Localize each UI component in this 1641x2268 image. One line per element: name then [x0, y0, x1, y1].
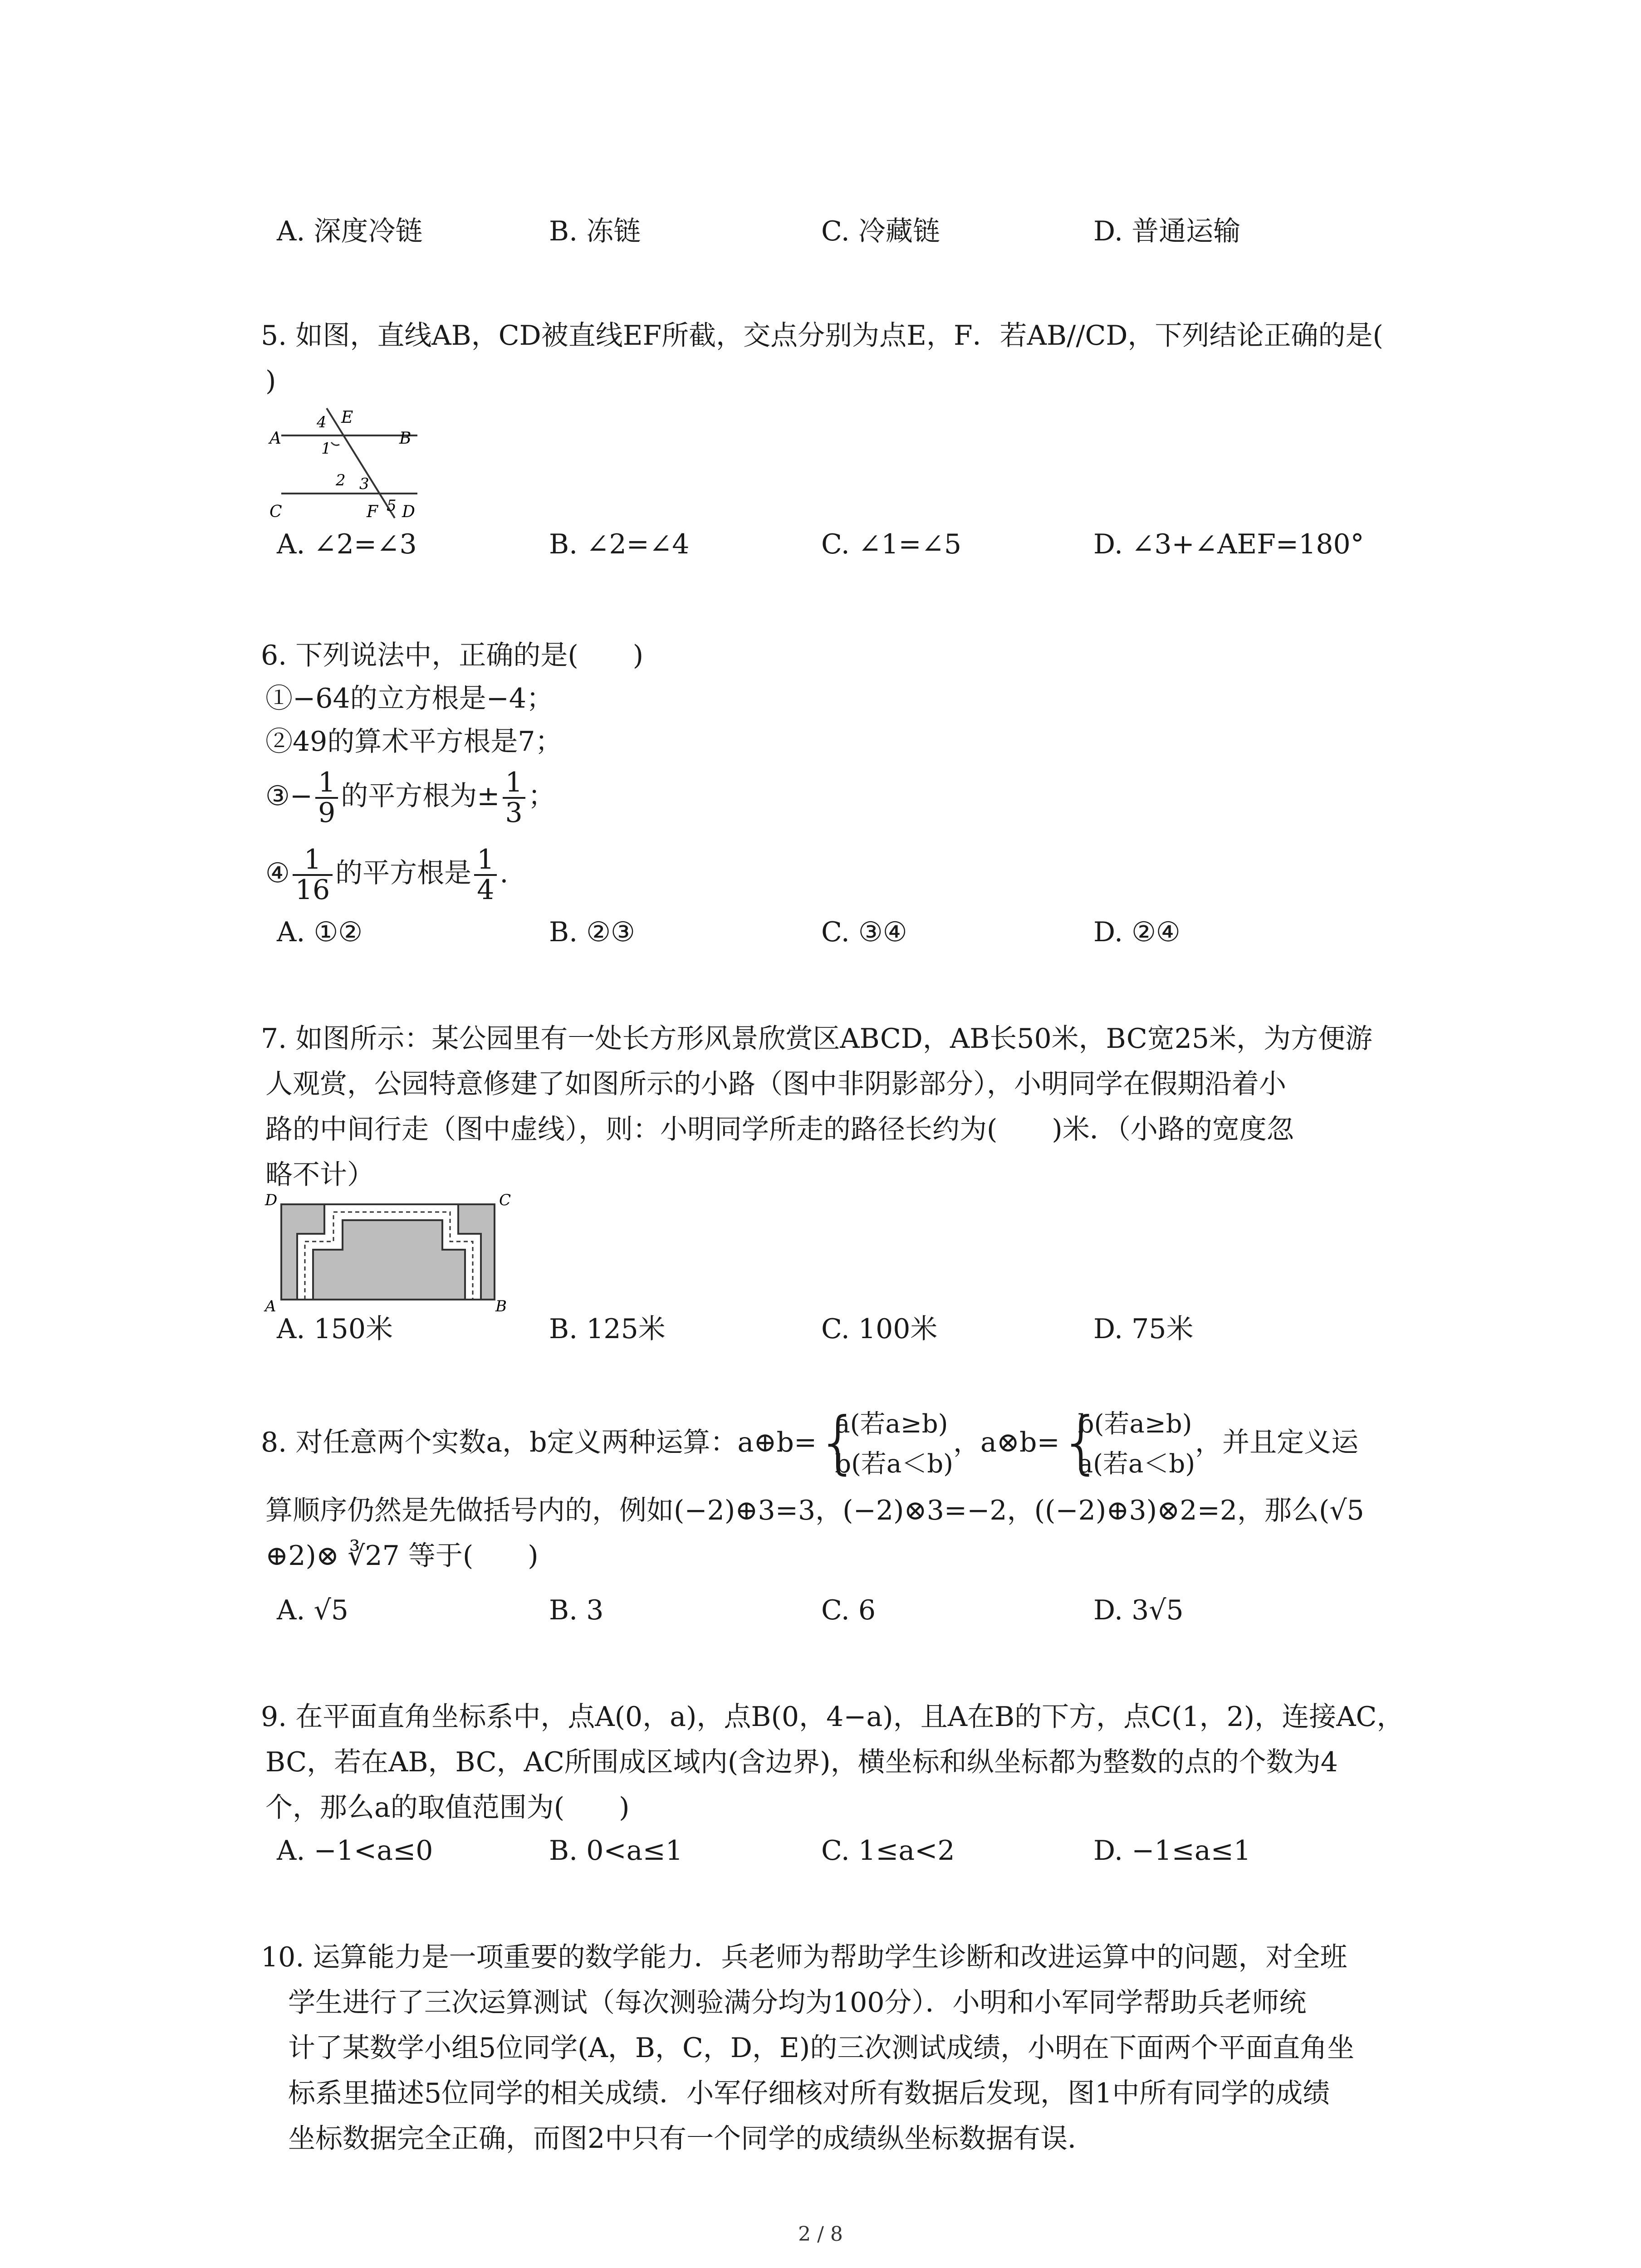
q10-stem-line1: 10. 运算能力是一项重要的数学能力．兵老师为帮助学生诊断和改进运算中的问题，对全班 — [261, 1941, 1347, 1973]
q6-option-d[interactable]: D. ②④ — [1093, 916, 1181, 948]
frac-den: 16 — [295, 874, 330, 906]
q6-option-c[interactable]: C. ③④ — [821, 916, 907, 948]
q8-text-mid: ，a⊗b= — [953, 1427, 1060, 1458]
q5-option-b[interactable]: B. ∠2=∠4 — [549, 528, 690, 560]
q7-option-c[interactable]: C. 100米 — [821, 1313, 938, 1345]
frac-den: 4 — [477, 874, 495, 906]
q8-stem-line1 — [261, 1402, 1358, 1484]
q9-option-b[interactable]: B. 0<a≤1 — [549, 1835, 683, 1867]
case-bottom: b(若a＜b) — [835, 1449, 954, 1479]
case-top: b(若a≥b) — [1078, 1409, 1192, 1439]
q8-case-otimes — [1060, 1404, 1195, 1484]
q5-figure — [263, 399, 436, 522]
q9-stem-line3: 个，那么a的取值范围为( ) — [265, 1792, 630, 1823]
q9-options — [277, 1828, 1502, 1873]
label-1: 1 — [321, 440, 331, 458]
frac-den: 9 — [318, 797, 336, 829]
line-ef — [327, 408, 395, 518]
q6-s4-text: 的平方根是 — [335, 857, 472, 889]
q8-option-b[interactable]: B. 3 — [549, 1594, 604, 1626]
q6-option-b[interactable]: B. ②③ — [549, 916, 635, 948]
q5-option-d[interactable]: D. ∠3+∠AEF=180° — [1093, 528, 1364, 560]
q6-s3-prefix: ③− — [265, 780, 313, 812]
q10-stem-line2: 学生进行了三次运算测试（每次测验满分均为100分）．小明和小军同学帮助兵老师统 — [288, 1987, 1307, 2019]
q6-s3-end: ； — [528, 780, 555, 812]
label-a: A — [269, 429, 281, 448]
q8-option-a[interactable]: A. √5 — [277, 1594, 348, 1626]
label-c: C — [269, 503, 282, 521]
fraction-one-ninth — [315, 768, 338, 827]
q5-option-a[interactable]: A. ∠2=∠3 — [277, 528, 417, 560]
q4-option-c[interactable]: C. 冷藏链 — [821, 215, 940, 247]
q9-option-a[interactable]: A. −1<a≤0 — [277, 1835, 433, 1867]
q7-option-a[interactable]: A. 150米 — [277, 1313, 393, 1345]
q8-stem-line3: ⊕2)⊗ ∛27 等于( ) — [265, 1540, 539, 1572]
q9-option-c[interactable]: C. 1≤a<2 — [821, 1835, 955, 1867]
label-f: F — [367, 503, 378, 521]
q4-option-b[interactable]: B. 冻链 — [549, 215, 641, 247]
q8-text-pre: 8. 对任意两个实数a，b定义两种运算：a⊕b= — [261, 1427, 817, 1458]
fraction-one-fourth — [474, 846, 497, 904]
q6-option-a[interactable]: A. ①② — [277, 916, 363, 948]
q7-stem-line2: 人观赏，公园特意修建了如图所示的小路（图中非阴影部分），小明同学在假期沿着小 — [265, 1068, 1286, 1100]
q4-option-a[interactable]: A. 深度冷链 — [277, 215, 423, 247]
q10-stem-line3: 计了某数学小组5位同学(A，B，C，D，E)的三次测试成绩，小明在下面两个平面直角坐 — [288, 2032, 1355, 2064]
q7-option-d[interactable]: D. 75米 — [1093, 1313, 1194, 1345]
q6-stem: 6. 下列说法中，正确的是( ) — [261, 640, 644, 671]
q8-text-post: ，并且定义运 — [1195, 1427, 1359, 1458]
q6-options — [277, 909, 1502, 955]
q6-statement-2: ②49的算术平方根是7； — [265, 726, 563, 758]
q10-stem-line4: 标系里描述5位同学的相关成绩．小军仔细核对所有数据后发现，图1中所有同学的成绩 — [288, 2077, 1330, 2109]
q7-option-b[interactable]: B. 125米 — [549, 1313, 666, 1345]
page-number: 2 / 8 — [798, 2223, 843, 2246]
q9-stem-line1: 9. 在平面直角坐标系中，点A(0，a)，点B(0，4−a)，且A在B的下方，点C(1，2)，连接AC， — [261, 1701, 1404, 1733]
q5-stem-line2: ) — [265, 365, 276, 397]
q6-s4-prefix: ④ — [265, 857, 290, 889]
frac-num: 1 — [293, 846, 333, 876]
brace-icon: { — [1059, 1403, 1103, 1482]
frac-num: 1 — [315, 768, 338, 799]
angle-arc — [331, 442, 339, 445]
q5-stem-line1: 5. 如图，直线AB，CD被直线EF所截，交点分别为点E，F．若AB//CD，下列结论正确的是( — [261, 320, 1383, 352]
q8-option-c[interactable]: C. 6 — [821, 1594, 876, 1626]
q7-stem-line4: 略不计） — [265, 1159, 374, 1191]
q5-options — [277, 522, 1502, 567]
q8-case-oplus — [817, 1404, 953, 1484]
q9-stem-line2: BC，若在AB，BC，AC所围成区域内(含边界)，横坐标和纵坐标都为整数的点的个数为4 — [265, 1746, 1338, 1778]
label-4: 4 — [317, 413, 327, 431]
q5-option-c[interactable]: C. ∠1=∠5 — [821, 528, 962, 560]
q4-option-d[interactable]: D. 普通运输 — [1093, 215, 1241, 247]
label-e: E — [341, 408, 353, 427]
label-d: D — [402, 503, 415, 521]
label-3: 3 — [359, 475, 369, 493]
label-a: A — [265, 1297, 276, 1313]
label-d: D — [265, 1191, 278, 1209]
q8-option-d[interactable]: D. 3√5 — [1093, 1594, 1184, 1626]
label-5: 5 — [387, 497, 397, 515]
q6-statement-3 — [265, 767, 555, 827]
brace-icon: { — [817, 1403, 860, 1482]
frac-num: 1 — [503, 768, 525, 799]
label-b: B — [399, 429, 411, 448]
label-c: C — [499, 1191, 511, 1209]
q9-option-d[interactable]: D. −1≤a≤1 — [1093, 1835, 1251, 1867]
q6-statement-1: ①−64的立方根是−4； — [265, 683, 554, 714]
label-b: B — [495, 1297, 507, 1313]
frac-num: 1 — [474, 846, 497, 876]
q7-stem-line1: 7. 如图所示：某公园里有一处长方形风景欣赏区ABCD，AB长50米，BC宽25米，为方便游 — [261, 1023, 1373, 1055]
q6-s3-text: 的平方根为± — [341, 780, 500, 812]
label-2: 2 — [336, 471, 346, 489]
q7-options — [277, 1306, 1502, 1352]
case-bottom: a(若a＜b) — [1078, 1449, 1195, 1479]
q7-figure — [263, 1191, 517, 1313]
q8-stem-line2: 算顺序仍然是先做括号内的，例如(−2)⊕3=3，(−2)⊗3=−2，((−2)⊕3)⊗2=2，那么(√5 — [265, 1495, 1364, 1526]
q7-stem-line3: 路的中间行走（图中虚线），则：小明同学所走的路径长约为( )米．（小路的宽度忽 — [265, 1114, 1294, 1145]
case-top: a(若a≥b) — [835, 1409, 948, 1439]
q6-s4-end: . — [500, 857, 509, 889]
q6-statement-4 — [265, 844, 508, 904]
frac-den: 3 — [505, 797, 523, 829]
fraction-one-sixteenth — [293, 846, 333, 904]
q8-options — [277, 1588, 1502, 1633]
q4-options — [277, 209, 1502, 254]
q10-stem-line5: 坐标数据完全正确，而图2中只有一个同学的成绩纵坐标数据有误． — [288, 2123, 1095, 2155]
fraction-one-third — [503, 768, 525, 827]
